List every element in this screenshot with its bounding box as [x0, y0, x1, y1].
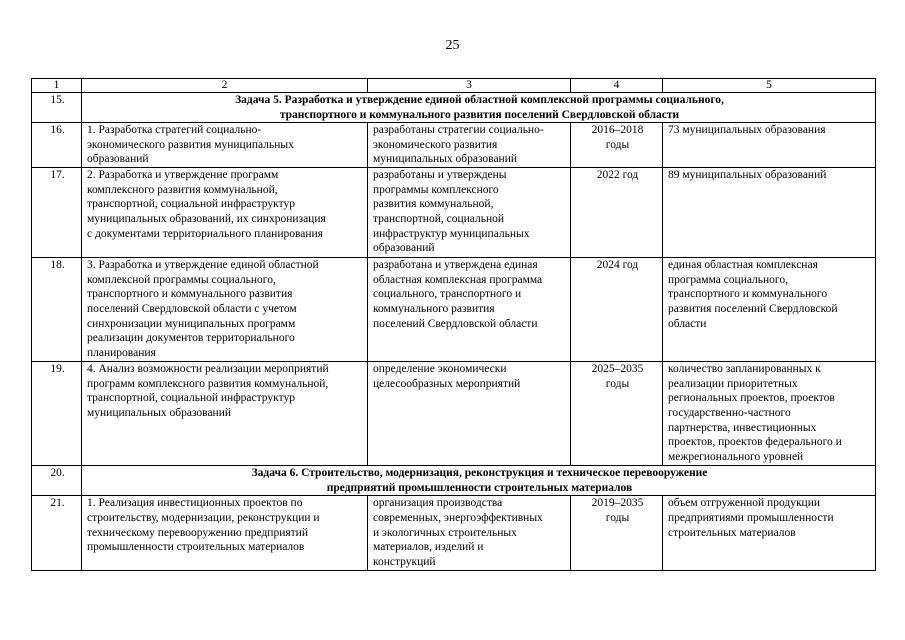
indicator-cell: 73 муниципальных образования [663, 123, 876, 168]
result-cell: организация производства современных, энергоэффективных и экологичных строительных материалов, изделий и конструкций [368, 496, 571, 571]
table-header-row [32, 79, 876, 93]
table-row [32, 258, 876, 362]
period-cell: 2019–2035 годы [571, 496, 663, 571]
task-row [32, 93, 876, 123]
activity-cell: 3. Разработка и утверждение единой областной комплексной программы социального, транспортного и коммунального развития поселений Свердловской области с учетом синхронизации муниципальных программ реализации документов территориального планирования [82, 258, 368, 362]
activity-cell: 1. Реализация инвестиционных проектов по строительству, модернизации, реконструкции и техническому перевооружению предприятий промышленности строительных материалов [82, 496, 368, 571]
task-title: Задача 6. Строительство, модернизация, реконструкция и техническое перевооружение предприятий промышленности строительных материалов [82, 466, 876, 496]
table-row [32, 362, 876, 466]
result-cell: разработана и утверждена единая областная комплексная программа социального, транспортного и коммунального развития поселений Свердловской области [368, 258, 571, 362]
page-number: 25 [445, 38, 460, 53]
indicator-cell: объем отгруженной продукции предприятиями промышленности строительных материалов [663, 496, 876, 571]
result-cell: разработаны и утверждены программы комплексного развития коммунальной, транспортной, социальной инфраструктур муниципальных образований [368, 168, 571, 258]
period-cell: 2024 год [571, 258, 663, 362]
header-cell: 5 [663, 79, 876, 93]
period-cell: 2025–2035 годы [571, 362, 663, 466]
task-row [32, 466, 876, 496]
row-number: 18. [32, 258, 82, 362]
activity-cell: 2. Разработка и утверждение программ комплексного развития коммунальной, транспортной, социальной инфраструктур муниципальных образований, их синхронизация с документами территориального планирования [82, 168, 368, 258]
row-number: 20. [32, 466, 82, 496]
header-cell: 4 [571, 79, 663, 93]
row-number: 19. [32, 362, 82, 466]
indicator-cell: количество запланированных к реализации приоритетных региональных проектов, проектов государственно-частного партнерства, инвестиционных проектов, проектов федерального и межрегионального уровней [663, 362, 876, 466]
activity-cell: 1. Разработка стратегий социально- экономического развития муниципальных образований [82, 123, 368, 168]
row-number: 16. [32, 123, 82, 168]
row-number: 21. [32, 496, 82, 571]
period-cell: 2016–2018 годы [571, 123, 663, 168]
period-cell: 2022 год [571, 168, 663, 258]
result-cell: разработаны стратегии социально- экономического развития муниципальных образований [368, 123, 571, 168]
indicator-cell: единая областная комплексная программа социального, транспортного и коммунального развития поселений Свердловской области [663, 258, 876, 362]
result-cell: определение экономически целесообразных мероприятий [368, 362, 571, 466]
header-cell: 2 [82, 79, 368, 93]
task-title: Задача 5. Разработка и утверждение единой областной комплексной программы социального, транспортного и коммунального развития поселений Свердловской области [82, 93, 876, 123]
row-number: 17. [32, 168, 82, 258]
activity-cell: 4. Анализ возможности реализации мероприятий программ комплексного развития коммунальной, транспортной, социальной инфраструктур муниципальных образований [82, 362, 368, 466]
table-row [32, 123, 876, 168]
header-cell: 1 [32, 79, 82, 93]
indicator-cell: 89 муниципальных образований [663, 168, 876, 258]
row-number: 15. [32, 93, 82, 123]
header-cell: 3 [368, 79, 571, 93]
table-row [32, 496, 876, 571]
table-row [32, 168, 876, 258]
data-table [31, 78, 876, 571]
